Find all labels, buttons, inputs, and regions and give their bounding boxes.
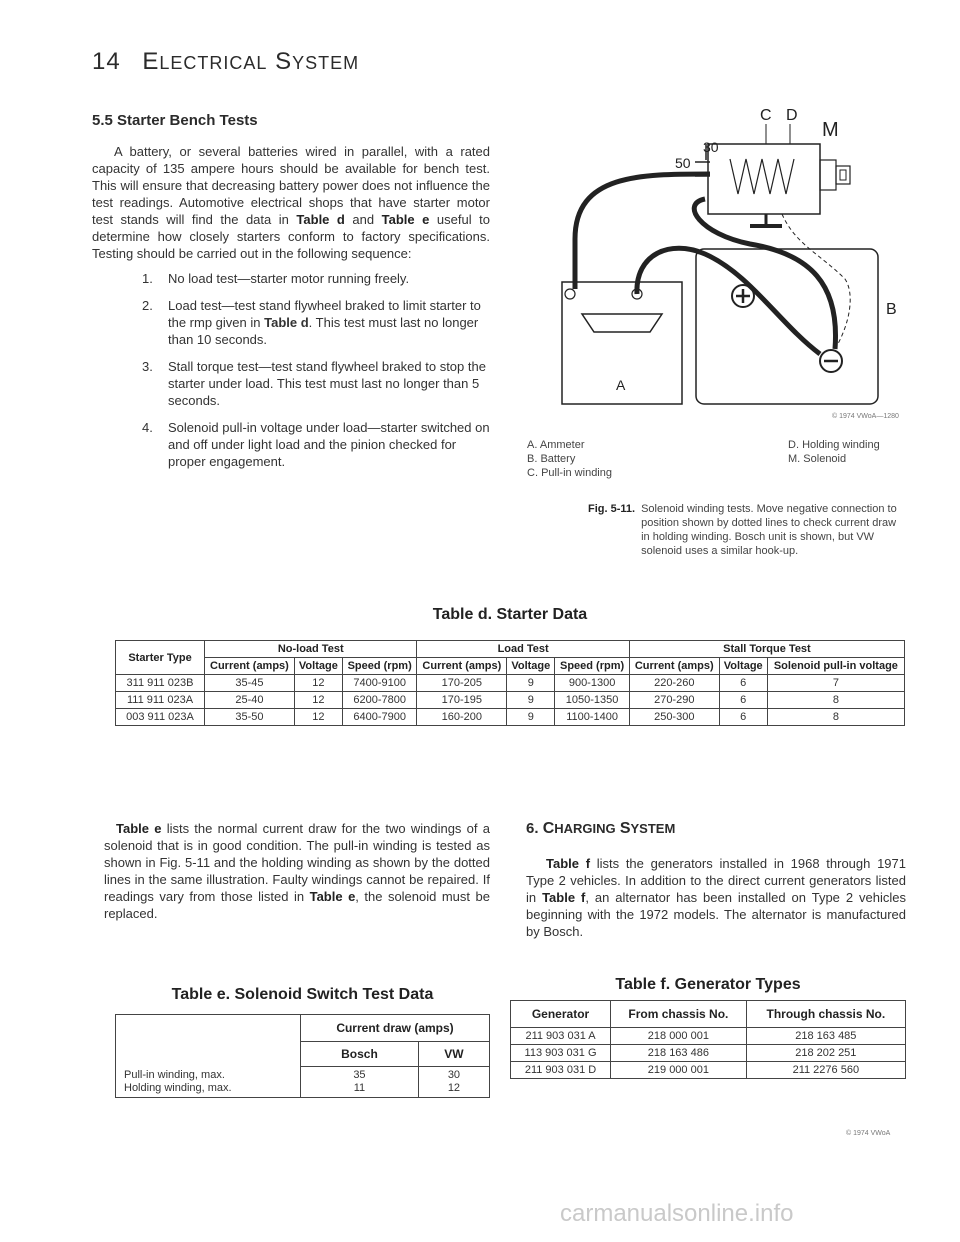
site-watermark: carmanualsonline.info — [560, 1200, 794, 1227]
label-a: A — [616, 377, 626, 393]
solenoid-test-diagram — [520, 104, 920, 424]
table-e-solenoid-switch-data — [115, 1014, 490, 1098]
wiring-diagram-svg — [520, 104, 920, 424]
label-m: M — [822, 119, 839, 141]
list-item: 2. Load test—test stand flywheel braked to limit starter to the rmp given in Table d. This test must last no longer than 10 seconds. — [142, 298, 481, 347]
group-no-load-test: No-load Test — [205, 641, 417, 658]
table-f-copyright: © 1974 VWoA — [846, 1130, 891, 1137]
table-row: 111 911 023A 25-40 12 6200-7800 170-195 9 1050-1350 270-290 6 8 — [116, 692, 905, 709]
ammeter-negative-terminal — [565, 289, 575, 299]
page-number: 14 — [92, 48, 121, 75]
table-e-title: Table e. Solenoid Switch Test Data — [171, 986, 434, 1003]
ammeter-dial — [582, 314, 662, 332]
figure-legend-left — [527, 438, 687, 480]
table-f-generator-types: Generator From chassis No. Through chassis No. 211 903 031 A 218 000 001 218 163 485 113 903 031 G 218 163 486 218 202 251 211 903 031 D 219 000 001 211 2276 560 — [510, 1000, 906, 1079]
table-e-paragraph: Table e lists the normal current draw for the two windings of a solenoid that is in good condition. The pull-in winding is tested as shown in Fig. 5-11 and the holding winding as shown by the dotted lines in the same illustration. Faulty windings cannot be repaired. If readings vary from those listed in Table e, the solenoid must be replaced. — [104, 821, 490, 921]
legend-item: C. Pull-in winding — [527, 467, 612, 479]
table-row: 211 903 031 A 218 000 001 218 163 485 — [511, 1028, 906, 1045]
legend-item: A. Ammeter — [527, 439, 585, 451]
page-header: 14 ELECTRICAL SYSTEM — [92, 48, 360, 75]
table-row: 211 903 031 D 219 000 001 211 2276 560 — [511, 1062, 906, 1079]
legend-item: D. Holding winding — [788, 439, 880, 451]
col-bosch: Bosch — [301, 1042, 419, 1067]
cable-ammeter-to-battery — [637, 248, 820, 354]
section-charging-system-heading: 6. CHARGING SYSTEM — [526, 820, 676, 837]
list-item: 1. No load test—starter motor running freely. — [142, 271, 410, 286]
col-vw: VW — [418, 1042, 489, 1067]
label-terminal-30: 30 — [703, 139, 719, 155]
table-row: 311 911 023B 35-45 12 7400-9100 170-205 9 900-1300 220-260 6 7 — [116, 675, 905, 692]
table-d-starter-data: Starter Type No-load Test Load Test Stall Torque Test Current (amps) Voltage Speed (rpm) Current (amps) Voltage Speed (rpm) Current (amps) Voltage Solenoid pull-in voltage 311 911 023B 35-45 12 7400-9100 170-205 9 900-1300 220-260 6 7 111 911 023A 25-40 12 6200-7800 170-195 9 1050-1350 270-290 6 8 003 911 023A 35-50 12 6400-7900 160-200 9 1100-1400 250-300 6 8 — [115, 640, 905, 726]
section-starter-bench-tests — [92, 112, 490, 480]
legend-item: B. Battery — [527, 453, 576, 465]
label-b: B — [886, 301, 897, 318]
col-starter-type: Starter Type — [116, 641, 205, 675]
label-terminal-50: 50 — [675, 155, 691, 171]
solenoid-housing — [708, 144, 820, 214]
section-heading: 5.5 Starter Bench Tests — [92, 112, 258, 129]
group-load-test: Load Test — [417, 641, 629, 658]
legend-item: M. Solenoid — [788, 453, 847, 465]
group-stall-torque-test: Stall Torque Test — [629, 641, 904, 658]
list-item: 3. Stall torque test—test stand flywheel braked to stop the starter under load. This test must last no longer than 5 seconds. — [142, 359, 486, 408]
label-c: C — [760, 107, 772, 124]
figure-legend-right — [788, 438, 918, 466]
table-f-title: Table f. Generator Types — [615, 976, 801, 993]
table-d-title: Table d. Starter Data — [432, 606, 588, 623]
figure-caption: Fig. 5-11. Solenoid winding tests. Move negative connection to position shown by dotted lines to check current draw in holding winding. Bosch unit is shown, but VW solenoid uses a similar hook-up. — [588, 503, 897, 557]
table-row: 113 903 031 G 218 163 486 218 202 251 — [511, 1045, 906, 1062]
test-steps-list — [142, 270, 490, 470]
col-current-draw: Current draw (amps) — [301, 1015, 490, 1042]
figure-copyright: © 1974 VWoA—1280 — [832, 413, 899, 420]
table-row: Pull-in winding, max. Holding winding, max. 35 11 30 12 — [116, 1067, 490, 1098]
intro-paragraph: A battery, or several batteries wired in parallel, with a rated capacity of 135 ampere hours should be available for bench test. This will ensure that decreasing battery power does not influence the test readings. Automotive electrical shops that have starter motor test stands will find the data in Table d and Table e useful to determine how closely starters conform to factory specifications. Testing should be carried out in the following sequence: — [92, 144, 490, 261]
label-d: D — [786, 107, 798, 124]
charging-system-paragraph: Table f lists the generators installed in 1968 through 1971 Type 2 vehicles. In addition to the direct current generators listed in Table f, an alternator has been installed on Type 2 vehicles beginning with the 1972 models. The alternator is manufactured by Bosch. — [526, 856, 906, 939]
list-item: 4. Solenoid pull-in voltage under load—starter switched on and off under light load and the pinion checked for proper engagement. — [142, 420, 490, 469]
table-row: 003 911 023A 35-50 12 6400-7900 160-200 9 1100-1400 250-300 6 8 — [116, 709, 905, 726]
solenoid-windings — [730, 159, 794, 194]
